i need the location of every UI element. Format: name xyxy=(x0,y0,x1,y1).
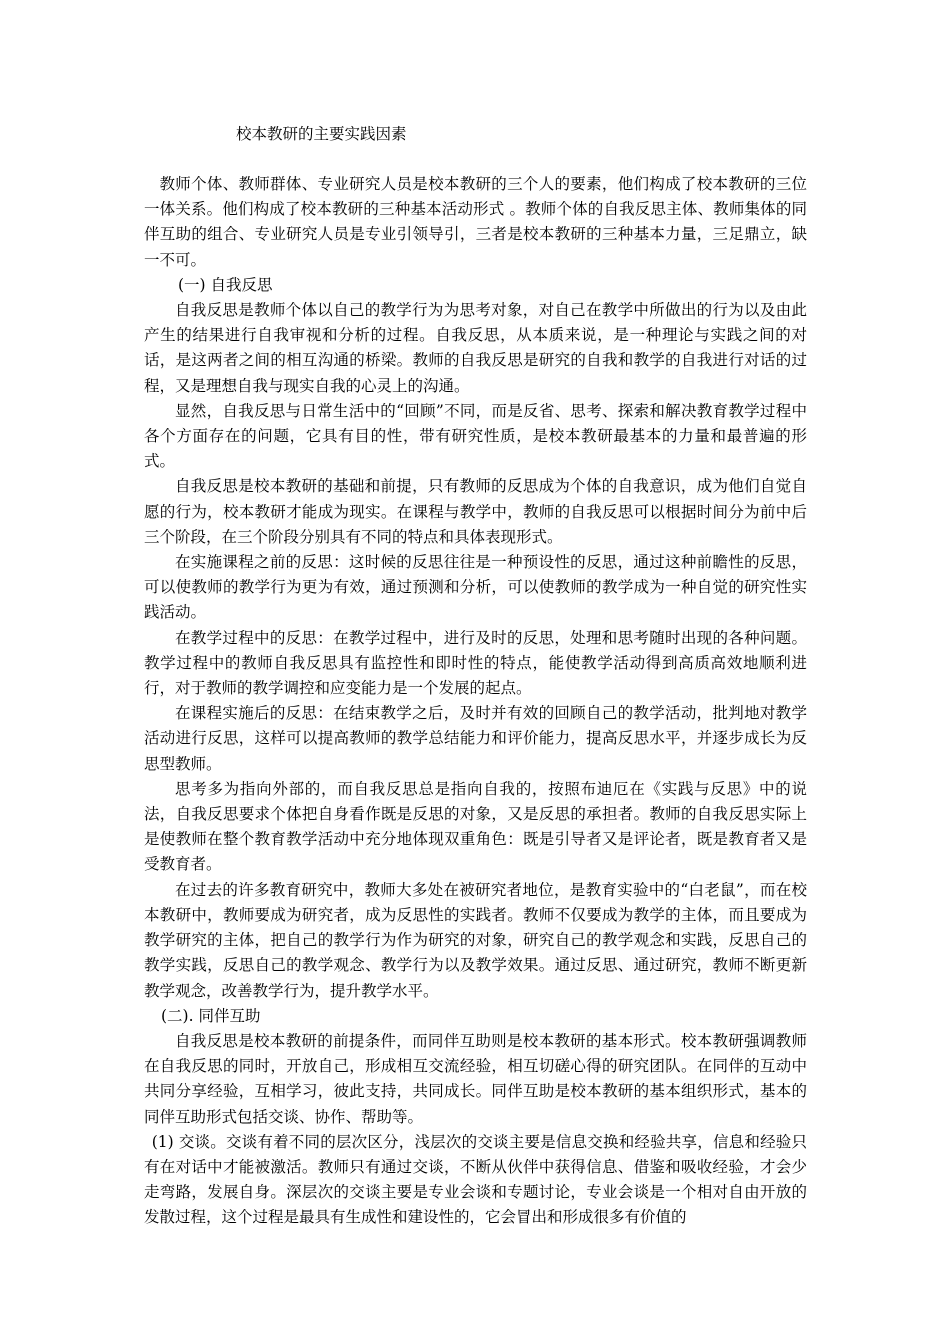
body-paragraph: 显然，自我反思与日常生活中的“回顾”不同，而是反省、思考、探索和解决教育教学过程中各个方面存在的问题，它具有目的性，带有研究性质，是校本教研最基本的力量和最普遍的形式。 xyxy=(144,401,807,471)
body-paragraph: 在过去的许多教育研究中，教师大多处在被研究者地位，是教育实验中的“白老鼠”，而在校本教研中，教师要成为研究者，成为反思性的实践者。教师不仅要成为教学的主体，而且要成为教学研究的主体，把自己的教学行为作为研究的对象，研究自己的教学观念和实践，反思自己的教学实践，反思自己的教学观念、教学行为以及教学效果。通过反思、通过研究，教师不断更新教学观念，改善教学行为，提升教学水平。 xyxy=(144,880,807,1000)
document-title: 校本教研的主要实践因素 xyxy=(236,125,407,143)
body-paragraph: 自我反思是校本教研的基础和前提，只有教师的反思成为个体的自我意识，成为他们自觉自愿的行为，校本教研才能成为现实。在课程与教学中，教师的自我反思可以根据时间分为前中后三个阶段，在三个阶段分别具有不同的特点和具体表现形式。 xyxy=(144,477,807,546)
body-paragraph: 在课程实施后的反思：在结束教学之后，及时并有效的回顾自己的教学活动，批判地对教学活动进行反思，这样可以提高教师的教学总结能力和评价能力，提高反思水平，并逐步成长为反思型教师。 xyxy=(144,704,807,773)
body-paragraph: 在教学过程中的反思：在教学过程中，进行及时的反思，处理和思考随时出现的各种问题。教学过程中的教师自我反思具有监控性和即时性的特点，能使教学活动得到高质高效地顺利进行，对于教师的教学调控和应变能力是一个发展的起点。 xyxy=(144,628,807,698)
body-paragraph: 自我反思是教师个体以自己的教学行为为思考对象，对自己在教学中所做出的行为以及由此产生的结果进行自我审视和分析的过程。自我反思，从本质来说，是一种理论与实践之间的对话，是这两者之间的相互沟通的桥梁。教师的自我反思是研究的自我和教学的自我进行对话的过程，又是理想自我与现实自我的心灵上的沟通。 xyxy=(144,301,807,395)
body-paragraph: 自我反思是校本教研的前提条件，而同伴互助则是校本教研的基本形式。校本教研强调教师在自我反思的同时，开放自己，形成相互交流经验，相互切磋心得的研究团队。在同伴的互动中共同分享经验，互相学习，彼此支持，共同成长。同伴互助是校本教研的基本组织形式，基本的同伴互助形式包括交谈、协作、帮助等。 xyxy=(144,1031,807,1126)
body-paragraph: 思考多为指向外部的，而自我反思总是指向自我的，按照布迪厄在《实践与反思》中的说法，自我反思要求个体把自身看作既是反思的对象，又是反思的承担者。教师的自我反思实际上是使教师在整个教育教学活动中充分地体现双重角色：既是引导者又是评论者，既是教育者又是受教育者。 xyxy=(144,779,807,874)
body-paragraph: 在实施课程之前的反思：这时候的反思往往是一种预设性的反思，通过这种前瞻性的反思，可以使教师的教学行为更为有效，通过预测和分析，可以使教师的教学成为一种自觉的研究性实践活动。 xyxy=(144,553,807,622)
document-body xyxy=(144,172,807,1231)
intro-paragraph: 教师个体、教师群体、专业研究人员是校本教研的三个人的要素，他们构成了校本教研的三位一体关系。他们构成了校本教研的三种基本活动形式 。教师个体的自我反思主体、教师集体的同伴互助的组合、专业研究人员是专业引领导引，三者是校本教研的三种基本力量，三足鼎立，缺一不可。 xyxy=(144,175,807,269)
section-heading-peer-mutual-aid: (二). 同伴互助 xyxy=(161,1006,261,1025)
list-item-conversation: (1) 交谈。交谈有着不同的层次区分，浅层次的交谈主要是信息交换和经验共享，信息和经验只有在对话中才能被激活。教师只有通过交谈，不断从伙伴中获得信息、借鉴和吸收经验，才会少走弯路，发展自身。深层次的交谈主要是专业会谈和专题讨论，专业会谈是一个相对自由开放的发散过程，这个过程是最具有生成性和建设性的，它会冒出和形成很多有价值的 xyxy=(144,1132,807,1227)
section-heading-self-reflection: (一) 自我反思 xyxy=(178,275,273,294)
